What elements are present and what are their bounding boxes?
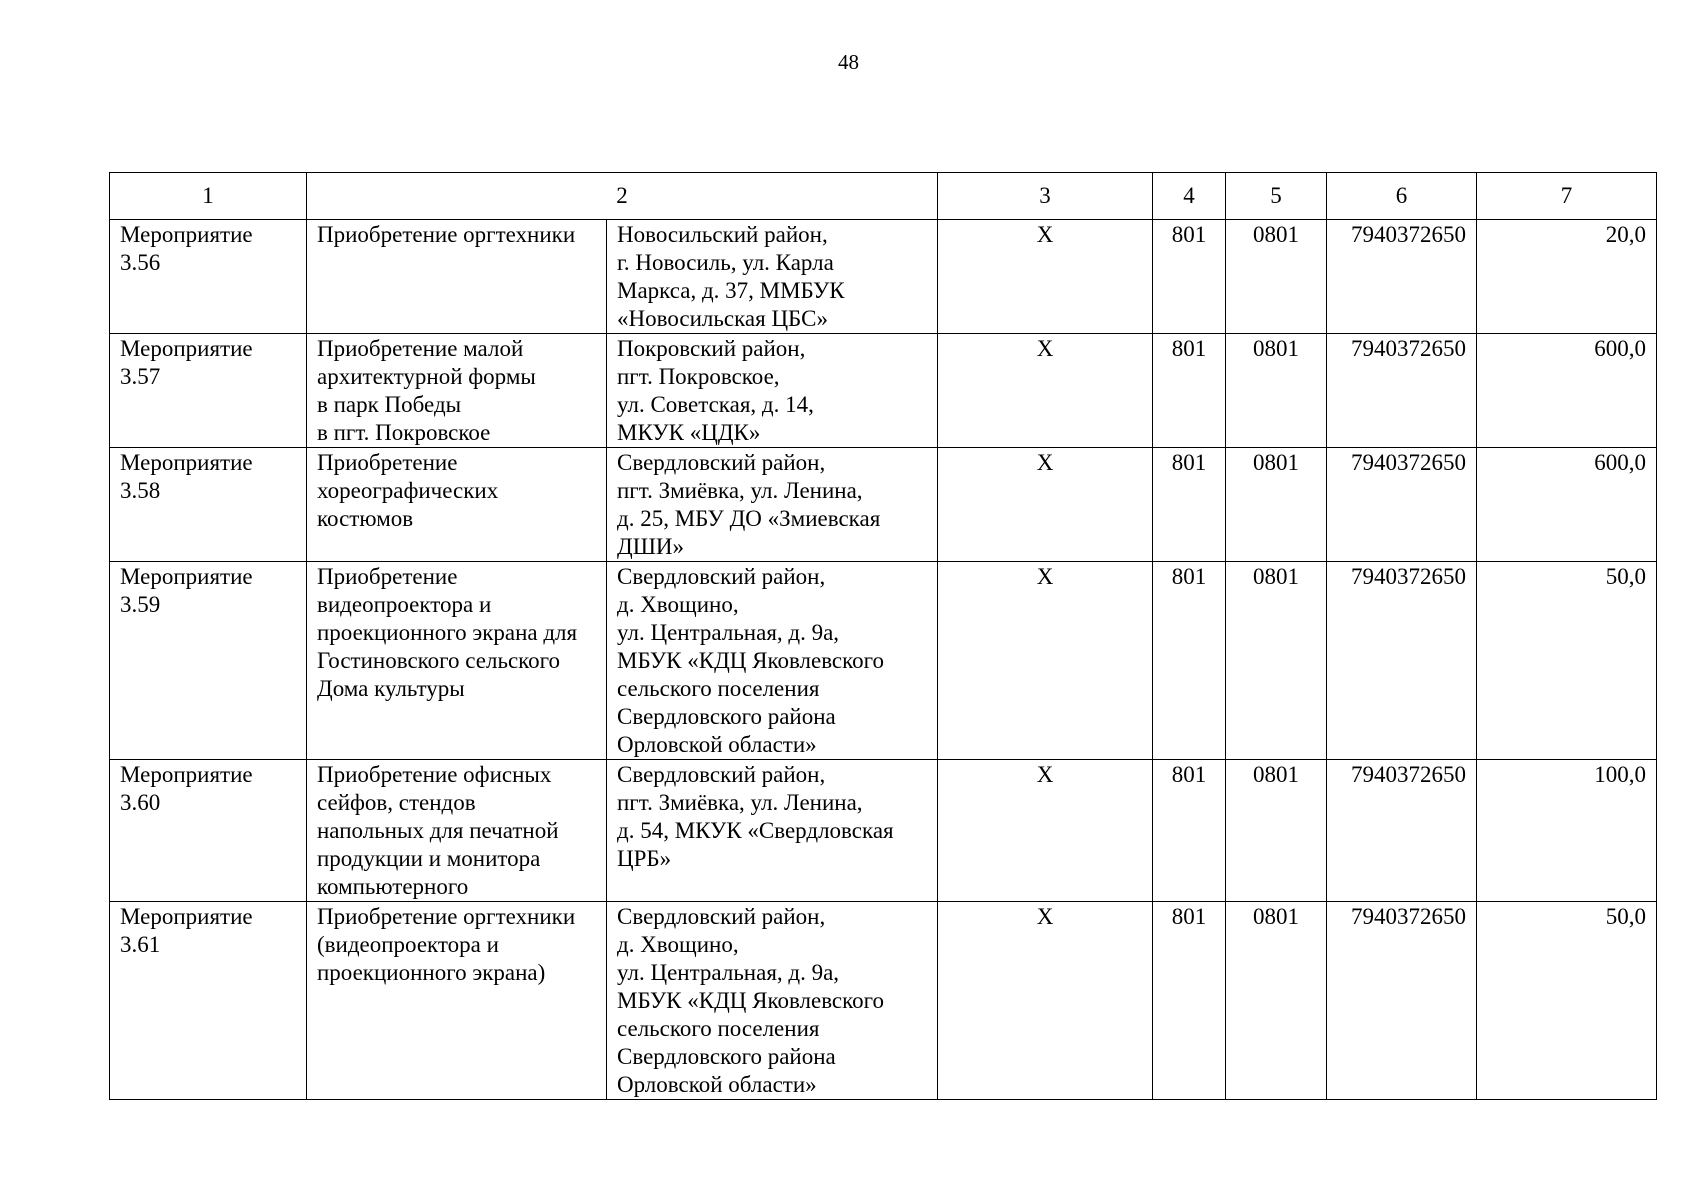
col5-cell: 0801 — [1226, 760, 1327, 902]
activity-name-cell-line: Приобретение оргтехники — [317, 904, 576, 929]
col6-cell: 7940372650 — [1327, 448, 1477, 562]
table-body — [110, 220, 1657, 1100]
col4-cell: 801 — [1153, 760, 1226, 902]
header-col-1: 1 — [110, 173, 307, 220]
activity-name-cell-line: Приобретение оргтехники — [317, 222, 576, 247]
activity-address-cell-line: сельского поселения — [617, 1016, 820, 1041]
activity-name-cell-line: Приобретение малой — [317, 336, 524, 361]
activity-address-cell-line: МБУК «КДЦ Яковлевского — [617, 988, 885, 1013]
activity-address-cell-line: Покровский район, — [617, 336, 806, 361]
activity-name-cell-line: проекционного экрана) — [317, 960, 546, 985]
activity-address-cell — [607, 902, 938, 1100]
activity-id-cell-line: Мероприятие — [120, 450, 253, 475]
col5-cell: 0801 — [1226, 562, 1327, 760]
header-col-5: 5 — [1226, 173, 1327, 220]
activity-address-cell-line: пгт. Змиёвка, ул. Ленина, — [617, 478, 863, 503]
activity-id-cell-line: 3.59 — [120, 592, 161, 617]
activity-id-cell-line: Мероприятие — [120, 762, 253, 787]
header-col-6: 6 — [1327, 173, 1477, 220]
activity-id-cell — [110, 334, 307, 448]
col7-cell: 600,0 — [1477, 448, 1657, 562]
col4-cell: 801 — [1153, 220, 1226, 334]
activity-id-cell-line: 3.57 — [120, 364, 161, 389]
activity-name-cell-line: проекционного экрана для — [317, 620, 578, 645]
col3-cell: Х — [938, 220, 1153, 334]
activity-name-cell — [307, 334, 607, 448]
activity-id-cell-line: 3.56 — [120, 250, 161, 275]
col6-cell: 7940372650 — [1327, 334, 1477, 448]
col7-cell: 50,0 — [1477, 562, 1657, 760]
activity-name-cell-line: архитектурной формы — [317, 364, 536, 389]
col5-cell: 0801 — [1226, 220, 1327, 334]
budget-table — [109, 172, 1657, 1100]
activity-name-cell — [307, 562, 607, 760]
col4-cell: 801 — [1153, 562, 1226, 760]
activity-name-cell-line: видеопроектора и — [317, 592, 492, 617]
activity-address-cell-line: Орловской области» — [617, 732, 817, 757]
header-col-7: 7 — [1477, 173, 1657, 220]
activity-name-cell-line: продукции и монитора — [317, 846, 541, 871]
activity-name-cell — [307, 220, 607, 334]
col6-cell: 7940372650 — [1327, 220, 1477, 334]
activity-name-cell-line: Приобретение офисных — [317, 762, 552, 787]
activity-id-cell — [110, 760, 307, 902]
col6-cell: 7940372650 — [1327, 902, 1477, 1100]
page-number: 48 — [838, 50, 859, 74]
col4-cell: 801 — [1153, 334, 1226, 448]
header-col-3: 3 — [938, 173, 1153, 220]
activity-id-cell — [110, 220, 307, 334]
header-col-4: 4 — [1153, 173, 1226, 220]
activity-name-cell-line: напольных для печатной — [317, 818, 559, 843]
activity-address-cell-line: д. 25, МБУ ДО «Змиевская — [617, 506, 881, 531]
activity-address-cell-line: д. Хвощино, — [617, 932, 739, 957]
activity-id-cell-line: 3.58 — [120, 478, 161, 503]
col4-cell: 801 — [1153, 448, 1226, 562]
table-row — [110, 902, 1657, 1100]
col7-cell: 600,0 — [1477, 334, 1657, 448]
col3-cell: Х — [938, 562, 1153, 760]
activity-address-cell-line: Свердловского района — [617, 704, 836, 729]
table-row — [110, 220, 1657, 334]
table-row — [110, 334, 1657, 448]
activity-address-cell-line: г. Новосиль, ул. Карла — [617, 250, 834, 275]
activity-address-cell-line: ул. Советская, д. 14, — [617, 392, 814, 417]
activity-id-cell-line: Мероприятие — [120, 904, 253, 929]
activity-address-cell-line: Свердловский район, — [617, 904, 826, 929]
activity-address-cell-line: Свердловский район, — [617, 450, 826, 475]
activity-name-cell-line: (видеопроектора и — [317, 932, 499, 957]
table-row — [110, 562, 1657, 760]
activity-address-cell — [607, 220, 938, 334]
col5-cell: 0801 — [1226, 334, 1327, 448]
header-row — [110, 173, 1657, 220]
activity-address-cell-line: пгт. Покровское, — [617, 364, 780, 389]
activity-address-cell — [607, 448, 938, 562]
activity-address-cell-line: Орловской области» — [617, 1072, 817, 1097]
col5-cell: 0801 — [1226, 902, 1327, 1100]
activity-address-cell-line: Свердловский район, — [617, 564, 826, 589]
activity-name-cell-line: хореографических — [317, 478, 499, 503]
activity-id-cell-line: Мероприятие — [120, 336, 253, 361]
col7-cell: 20,0 — [1477, 220, 1657, 334]
activity-address-cell-line: пгт. Змиёвка, ул. Ленина, — [617, 790, 863, 815]
activity-name-cell — [307, 448, 607, 562]
activity-address-cell — [607, 760, 938, 902]
col3-cell: Х — [938, 902, 1153, 1100]
col7-cell: 50,0 — [1477, 902, 1657, 1100]
activity-address-cell-line: Маркса, д. 37, ММБУК — [617, 278, 845, 303]
col3-cell: Х — [938, 448, 1153, 562]
activity-name-cell-line: в пгт. Покровское — [317, 420, 491, 445]
activity-address-cell-line: ул. Центральная, д. 9а, — [617, 620, 840, 645]
table-row — [110, 448, 1657, 562]
header-col-2: 2 — [307, 173, 938, 220]
activity-address-cell-line: д. Хвощино, — [617, 592, 739, 617]
activity-name-cell-line: Гостиновского сельского — [317, 648, 561, 673]
activity-name-cell-line: Приобретение — [317, 450, 458, 475]
activity-name-cell-line: сейфов, стендов — [317, 790, 476, 815]
activity-address-cell-line: МКУК «ЦДК» — [617, 420, 761, 445]
activity-id-cell-line: Мероприятие — [120, 222, 253, 247]
activity-address-cell-line: ул. Центральная, д. 9а, — [617, 960, 840, 985]
activity-address-cell-line: ДШИ» — [617, 534, 685, 559]
activity-id-cell — [110, 902, 307, 1100]
col5-cell: 0801 — [1226, 448, 1327, 562]
activity-name-cell-line: компьютерного — [317, 874, 469, 899]
activity-address-cell-line: сельского поселения — [617, 676, 820, 701]
activity-id-cell — [110, 562, 307, 760]
col7-cell: 100,0 — [1477, 760, 1657, 902]
activity-id-cell-line: 3.60 — [120, 790, 161, 815]
activity-name-cell-line: костюмов — [317, 506, 414, 531]
col6-cell: 7940372650 — [1327, 562, 1477, 760]
activity-id-cell-line: Мероприятие — [120, 564, 253, 589]
activity-id-cell — [110, 448, 307, 562]
col3-cell: Х — [938, 334, 1153, 448]
activity-name-cell-line: Приобретение — [317, 564, 458, 589]
activity-address-cell — [607, 334, 938, 448]
activity-address-cell-line: Свердловского района — [617, 1044, 836, 1069]
activity-name-cell-line: в парк Победы — [317, 392, 462, 417]
activity-name-cell-line: Дома культуры — [317, 676, 465, 701]
activity-address-cell — [607, 562, 938, 760]
table-row — [110, 760, 1657, 902]
col3-cell: Х — [938, 760, 1153, 902]
activity-address-cell-line: ЦРБ» — [617, 846, 672, 871]
activity-name-cell — [307, 760, 607, 902]
activity-address-cell-line: Новосильский район, — [617, 222, 828, 247]
col6-cell: 7940372650 — [1327, 760, 1477, 902]
activity-name-cell — [307, 902, 607, 1100]
activity-address-cell-line: д. 54, МКУК «Свердловская — [617, 818, 894, 843]
activity-address-cell-line: МБУК «КДЦ Яковлевского — [617, 648, 885, 673]
col4-cell: 801 — [1153, 902, 1226, 1100]
activity-address-cell-line: Свердловский район, — [617, 762, 826, 787]
activity-address-cell-line: «Новосильская ЦБС» — [617, 306, 828, 331]
activity-id-cell-line: 3.61 — [120, 932, 161, 957]
